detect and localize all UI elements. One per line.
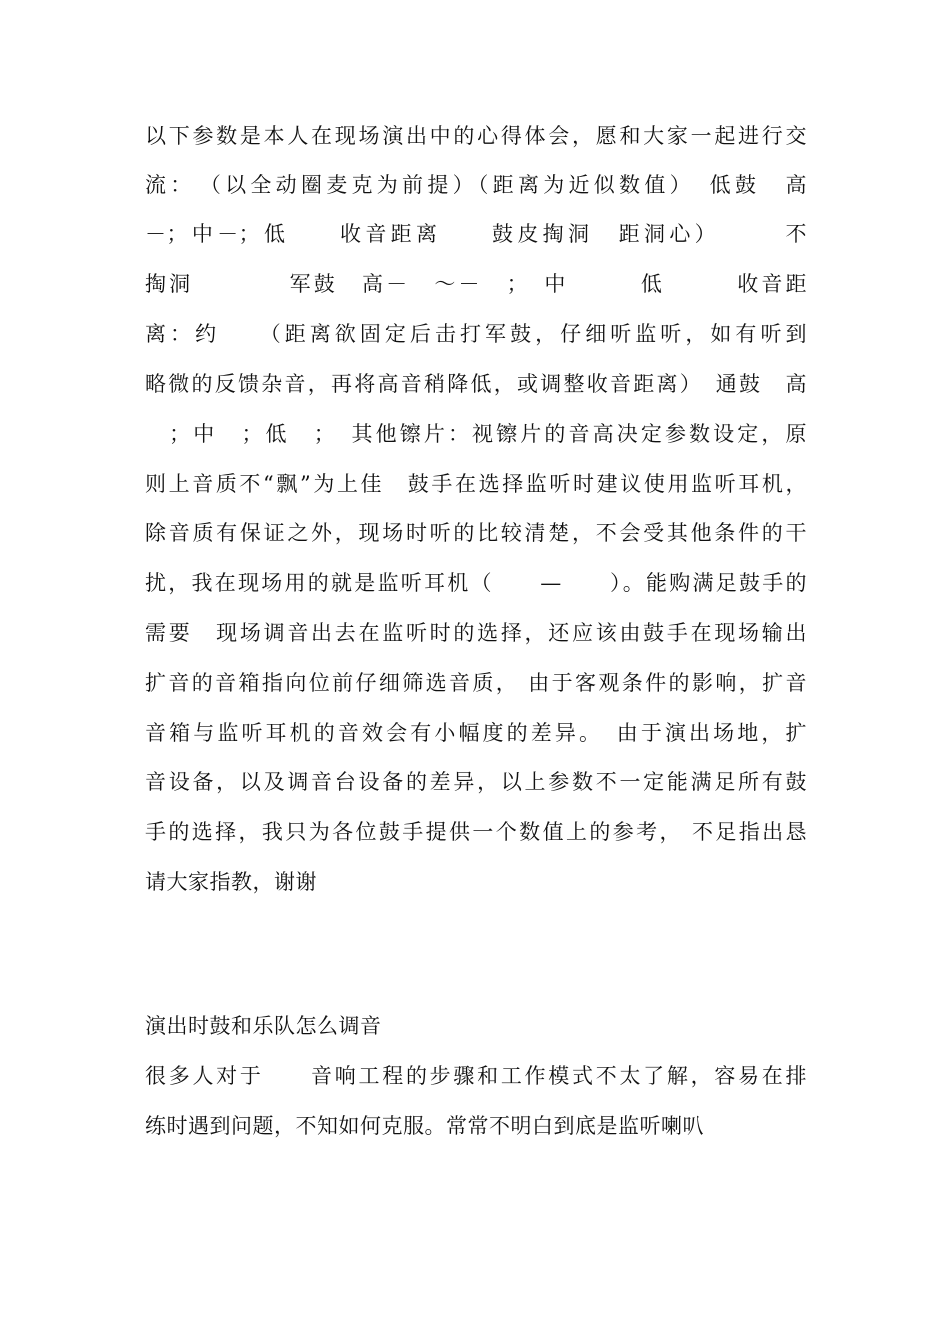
section-title: 演出时鼓和乐队怎么调音 (145, 1014, 382, 1038)
paragraph-line: 扰，我在现场用的就是监听耳机（ — ）。能购满足鼓手的 (145, 571, 807, 595)
paragraph-line: ；中 ；低 ； 其他镲片：视镲片的音高决定参数设定，原 (145, 422, 807, 446)
paragraph-line: 离：约 （距离欲固定后击打军鼓，仔细听监听，如有听到 (145, 322, 807, 346)
paragraph-line: 以下参数是本人在现场演出中的心得体会，愿和大家一起进行交 (145, 124, 807, 148)
paragraph-line: －；中－；低 收音距离 鼓皮掏洞 距洞心） 不 (145, 222, 807, 246)
paragraph-line: 除音质有保证之外，现场时听的比较清楚，不会受其他条件的干 (145, 521, 807, 545)
paragraph-line: 扩音的音箱指向位前仔细筛选音质， 由于客观条件的影响，扩音 (145, 671, 807, 695)
paragraph-line: 需要 现场调音出去在监听时的选择，还应该由鼓手在现场输出 (145, 621, 807, 645)
paragraph-line: 流： （以全动圈麦克为前提）（距离为近似数值） 低鼓 高 (145, 173, 807, 197)
paragraph-line: 手的选择，我只为各位鼓手提供一个数值上的参考， 不足指出恳 (145, 820, 807, 844)
paragraph-line: 音设备，以及调音台设备的差异，以上参数不一定能满足所有鼓 (145, 770, 807, 794)
paragraph-line: 则上音质不“飘”为上佳 鼓手在选择监听时建议使用监听耳机， (145, 472, 807, 496)
paragraph-line: 略微的反馈杂音，再将高音稍降低，或调整收音距离） 通鼓 高 (145, 372, 807, 396)
paragraph-line: 音箱与监听耳机的音效会有小幅度的差异。 由于演出场地，扩 (145, 721, 807, 745)
paragraph-line-last: 练时遇到问题，不知如何克服。常常不明白到底是监听喇叭 (145, 1114, 704, 1138)
paragraph-line: 掏洞 军鼓 高－ ～－ ； 中 低 收音距 (145, 272, 807, 296)
paragraph-line: 很多人对于 音响工程的步骤和工作模式不太了解，容易在排 (145, 1064, 807, 1088)
paragraph-line-last: 请大家指教，谢谢 (145, 870, 317, 894)
